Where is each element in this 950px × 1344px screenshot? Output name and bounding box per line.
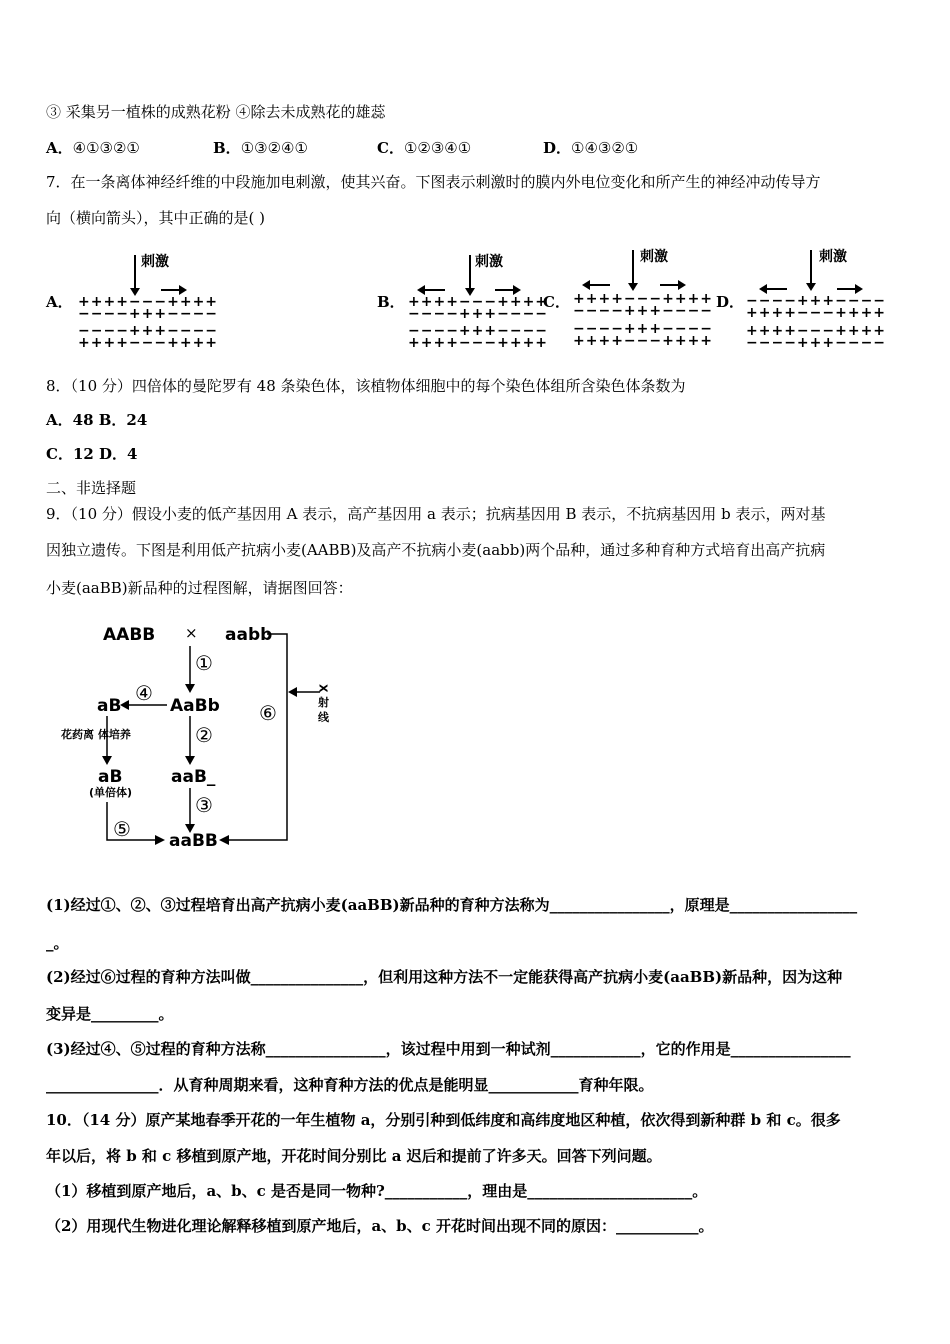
q9-sub3-line2: _______________．从育种周期来看，这种育种方法的优点是能明显____________育种年限。: [46, 1076, 654, 1094]
svg-text:++++−−−++++: ++++−−−++++: [746, 305, 887, 321]
gamete-ab: aB: [97, 696, 122, 716]
q8-stem: 8．（10 分）四倍体的曼陀罗有 48 条染色体，该植物体细胞中的每个染色体组所含染色体条数为: [46, 377, 686, 395]
q8-options-row2: C．12 D．4: [46, 445, 138, 463]
q7-stem-line1: 7．在一条离体神经纤维的中段施加电刺激，使其兴奋。下图表示刺激时的膜内外电位变化和所产生的神经冲动传导方: [46, 173, 821, 191]
stimulus-label: 刺激: [475, 254, 503, 270]
step-3: ③: [195, 793, 213, 817]
q10-stem-line1: 10．（14 分）原产某地春季开花的一年生植物 a，分别引种到低纬度和高纬度地区种植，依次得到新种群 b 和 c。很多: [46, 1111, 841, 1129]
svg-text:++++−−−++++: ++++−−−++++: [78, 294, 219, 310]
q6-stem-line: ③ 采集另一植株的成熟花粉 ④除去未成熟花的雄蕊: [46, 103, 386, 121]
svg-text:++++−−−++++: ++++−−−++++: [78, 335, 219, 351]
q9-stem-line1: 9．（10 分）假设小麦的低产基因用 A 表示，高产基因用 a 表示；抗病基因用 B 表示，不抗病基因用 b 表示，两对基: [46, 505, 826, 523]
q7-diagram-a: [75, 250, 219, 351]
svg-text:−−−−+++−−−−: −−−−+++−−−−: [573, 303, 714, 319]
q9-sub3-line1: (3)经过④、⑤过程的育种方法称________________，该过程中用到一种试剂____________，它的作用是________________: [46, 1040, 851, 1058]
svg-text:−−−−+++−−−−: −−−−+++−−−−: [408, 323, 549, 339]
q9-sub2-line2: 变异是_________。: [46, 1005, 174, 1023]
f2-genotype: aaB_: [171, 767, 216, 787]
svg-text:−−−−+++−−−−: −−−−+++−−−−: [78, 306, 219, 322]
q6-option-b: B．①③②④①: [213, 139, 308, 157]
q7-diagram-b: [405, 250, 549, 351]
svg-text:−−−−+++−−−−: −−−−+++−−−−: [573, 321, 714, 337]
q7-option-d-label: D．: [716, 293, 745, 311]
q9-sub2-line1: (2)经过⑥过程的育种方法叫做_______________，但利用这种方法不一定能获得高产抗病小麦(aaBB)新品种，因为这种: [46, 968, 843, 986]
svg-text:++++−−−++++: ++++−−−++++: [746, 323, 887, 339]
svg-text:++++−−−++++: ++++−−−++++: [573, 333, 714, 349]
q9-sub1-line1: (1)经过①、②、③过程培育出高产抗病小麦(aaBB)新品种的育种方法称为________________，原理是_________________: [46, 896, 858, 914]
step-6: ⑥: [259, 701, 277, 725]
q7-option-a-label: A．: [46, 293, 73, 311]
q9-sub1-line2: _。: [46, 934, 69, 952]
q8-options-row1: A．48 B．24: [46, 411, 148, 429]
q7-stem-line2: 向（横向箭头），其中正确的是( ): [46, 209, 265, 227]
q6-option-d: D．①④③②①: [543, 139, 639, 157]
svg-text:−−−−+++−−−−: −−−−+++−−−−: [408, 306, 549, 322]
q6-option-c: C．①②③④①: [377, 139, 472, 157]
svg-text:−−−−+++−−−−: −−−−+++−−−−: [78, 323, 219, 339]
q9-stem-line3: 小麦(aaBB)新品种的过程图解，请据图回答：: [46, 579, 353, 597]
q10-sub1: （1）移植到原产地后，a、b、c 是否是同一物种?___________，理由是______________________。: [46, 1182, 708, 1200]
stimulus-label: 刺激: [141, 254, 169, 270]
svg-text:++++−−−++++: ++++−−−++++: [408, 335, 549, 351]
breeding-flow-diagram: [61, 618, 355, 858]
q9-stem-line2: 因独立遗传。下图是利用低产抗病小麦(AABB)及高产不抗病小麦(aabb)两个品种，通过多种育种方式培育出高产抗病: [46, 541, 826, 559]
section-heading: 二、非选择题: [46, 479, 137, 497]
cross-symbol: ×: [185, 624, 198, 642]
step-5: ⑤: [113, 817, 131, 841]
step-1: ①: [195, 651, 213, 675]
q7-option-b-label: B．: [377, 293, 405, 311]
parent1-label: AABB: [103, 625, 156, 645]
parent2-label: aabb: [225, 625, 273, 645]
xray-label: X 射 线: [316, 684, 330, 723]
stimulus-label: 刺激: [640, 249, 668, 265]
step-4: ④: [135, 681, 153, 705]
q6-option-a: A．④①③②①: [46, 139, 140, 157]
stimulus-label: 刺激: [819, 249, 847, 265]
step-2: ②: [195, 723, 213, 747]
haploid-note: (单倍体): [89, 786, 133, 799]
target-genotype: aaBB: [169, 831, 218, 851]
f1-genotype: AaBb: [170, 696, 220, 716]
svg-text:++++−−−++++: ++++−−−++++: [408, 294, 549, 310]
svg-text:++++−−−++++: ++++−−−++++: [573, 291, 714, 307]
q7-option-c-label: C．: [543, 293, 570, 311]
q10-sub2: （2）用现代生物进化理论解释移植到原产地后，a、b、c 开花时间出现不同的原因：___________。: [46, 1217, 714, 1235]
q7-diagram-d: [743, 245, 887, 355]
haploid-genotype: aB: [98, 767, 123, 787]
svg-text:−−−−+++−−−−: −−−−+++−−−−: [746, 293, 887, 309]
q7-diagram-c: [570, 245, 714, 350]
q10-stem-line2: 年以后，将 b 和 c 移植到原产地，开花时间分别比 a 迟后和提前了许多天。回答下列问题。: [46, 1147, 662, 1165]
svg-text:−−−−+++−−−−: −−−−+++−−−−: [746, 335, 887, 351]
culture-label: 花药离 体培养: [61, 728, 131, 741]
